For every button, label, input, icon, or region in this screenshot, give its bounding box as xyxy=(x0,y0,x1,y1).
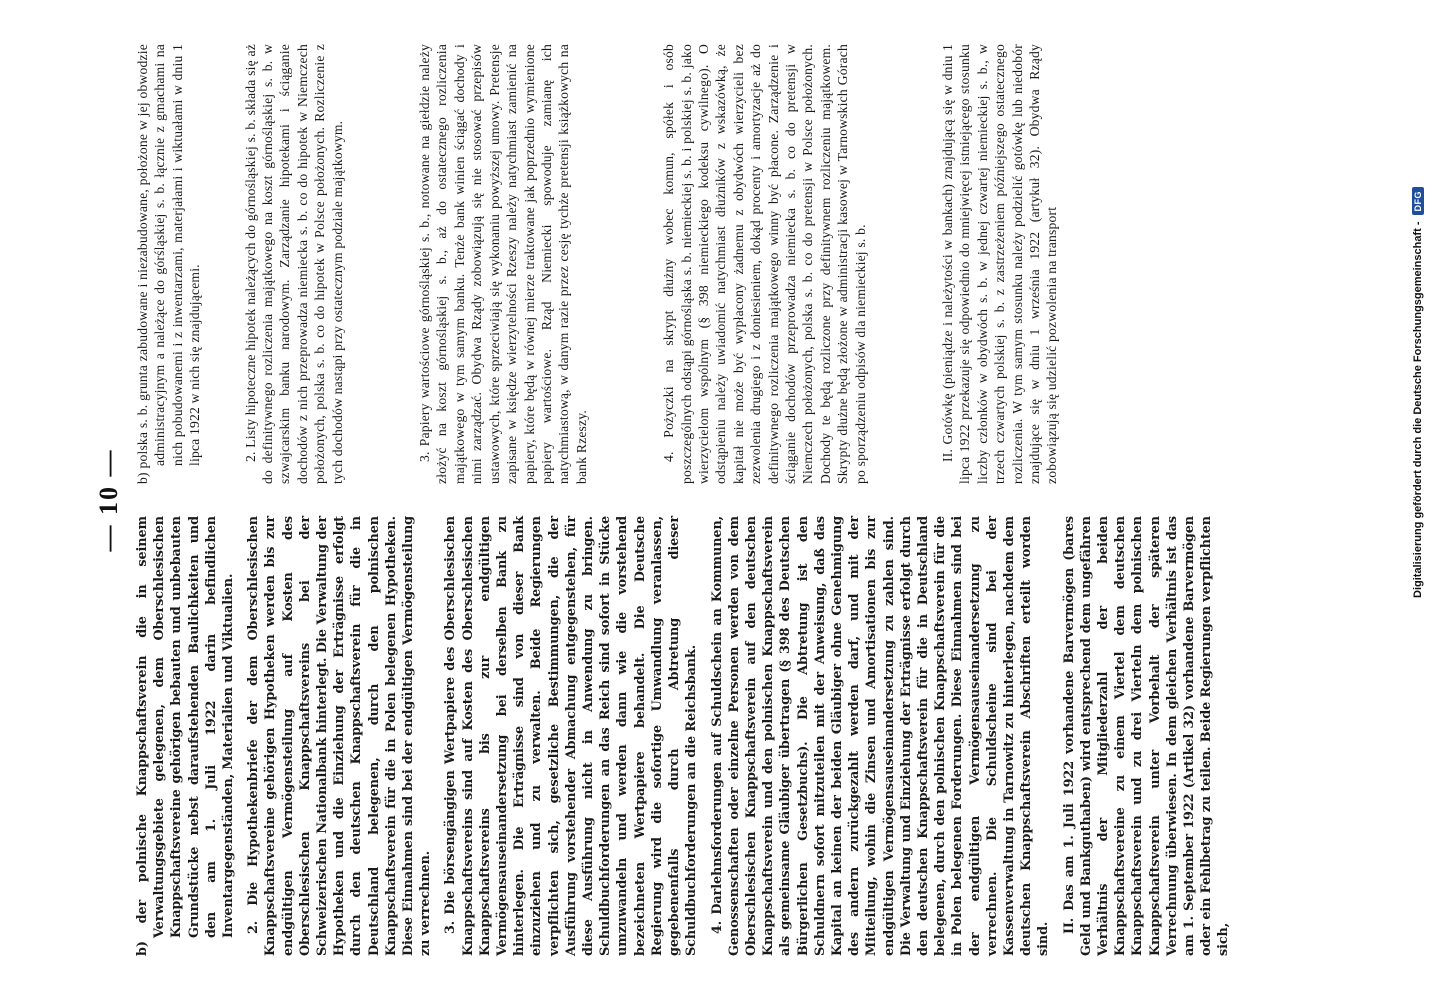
polish-paragraph-II: II. Gotówkę (pieniądze i należytości w bankach) znajdującą się w dniu 1 lipca 1922 przekazuje się odpowiednio do mniejwięcej istniejącego stosunku liczby członków w obydwóch s. b. w jednej czwartej niemieckiej s. b., w trzech czwartych polskiej s. b. z zastrzeżeniem późniejszego ostatecznego rozliczenia. W tym samym stosunku należy podzielić gotówkę lub niedobór znajdujące się w dniu 1 września 1922 (artykuł 32). Obydwa Rządy zobowiązują się udzielić pozwolenia na transport xyxy=(940,44,1060,484)
spacer xyxy=(598,44,660,484)
dfg-logo: DFG xyxy=(1412,187,1424,216)
digitization-credit xyxy=(1406,8,1430,998)
german-column xyxy=(134,516,1241,956)
polish-paragraph-b: b) polska s. b. grunta zabudowane i niezabudowane, położone w jej obwodzie administracyjnym a należące do górśląskiej s. b. łącznie z gmachami na nich pobudowanemi i z inwentarzami, materjałami i wiktuałami w dniu 1 lipca 1922 w nich się znajdującemi. xyxy=(135,44,203,484)
german-paragraph-b: b) der polnische Knappschaftsverein die in seinem Verwaltungsgebiete gelegenen, dem Oberschlesischen Knappschaftsvereine gehörigen bebauten und unbebauten Grundstücke nebst daraufstehenden Baulichkeiten und den am 1. Juli 1922 darin befindlichen Inventargegenständen, Materialien und Viktualien. xyxy=(135,516,237,956)
polish-column xyxy=(134,44,1069,484)
spacer xyxy=(877,44,939,484)
polish-paragraph-3: 3. Papiery wartościowe górnośląskiej s. b., notowane na giełdzie należy złożyć na koszt górnośląskiej s. b., aż do ostatecznego rozliczenia majątkowego w tym samym banku. Tenże bank winien ściągać dochody i nimi zarządzać. Obydwa Rządy zobowiązują się nie stosować przepisów ustawowych, które sprzeciwiają się wykonaniu powyższej umowy. Pretensje zapisane w księdze wierzytelności Rzeszy należy natychmiast zamienić na papiery, które będą w równej mierze traktowane jak poprzednio wymienione papiery wartościowe. Rząd Niemiecki spowoduje zamianę ich natychmiastową, w danym razie przez cesję tychże pretensji książkowych na bank Rzeszy. xyxy=(417,44,589,484)
digitization-credit-line xyxy=(1406,8,1430,998)
page-number: — 10 — xyxy=(94,448,123,552)
polish-paragraph-4: 4. Pożyczki na skrypt dłużny wobec komun, spółek i osób poszczególnych odstąpi górnośląska s. b. niemieckiej s. b. i polskiej s. b. jako wierzycielom wspólnym (§ 398 niemieckiego kodeksu cywilnego). O odstąpieniu należy uwiadomić natychmiast dłużników z wskazówką, że kapitał nie może być wypłacony żadnemu z obydwóch wierzycieli bez zezwolenia drugiego i z doniesieniem, dokąd procenty i amortyzacje aż do definitywnego rozliczenia majątkowego winny być płacone. Zarządzenie i ściąganie dochodów przeprowadza niemiecka s. b. co do pretensji w Niemczech położonych, polska s. b. co do pretensji w Polsce położonych. Dochody te będą rozliczone przy definitywnem rozliczeniu majątkowem. Skrypty dłużne będą złożone w administracji kasowej w Tarnowskich Górach po sporządzeniu odpisów dla niemieckiej s. b. xyxy=(661,44,868,484)
german-paragraph-3: 3. Die börsengängigen Wertpapiere des Oberschlesischen Knappschaftsvereins sind auf Kosten des Oberschlesischen Knappschaftsvereins bis zur endgültigen Vermögensauseinandersetzung bei derselben Bank zu hinterlegen. Die Erträgnisse sind von dieser Bank einzuziehen und zu verwalten. Beide Regierungen verpflichten sich, gesetzliche Bestimmungen, die der Ausführung vorstehender Abmachung entgegenstehen, für diese Ausführung nicht in Anwendung zu bringen. Schuldbuchforderungen an das Reich sind sofort in Stücke umzuwandeln und werden dann wie die vorstehend bezeichneten Wertpapiere behandelt. Die Deutsche Regierung wird die sofortige Umwandlung veranlassen, gegebenenfalls durch Abtretung dieser Schuldbuchforderungen an die Reichsbank. xyxy=(443,516,700,956)
spacer xyxy=(212,44,242,484)
german-paragraph-II: II. Das am 1. Juli 1922 vorhandene Barvermögen (bares Geld und Bankguthaben) wird entsprechend dem ungefähren Verhältnis der Mitgliederzahl der beiden Knappschaftsvereine zu einem Viertel dem deutschen Knappschaftsverein und zu drei Vierteln dem polnischen Knappschaftsverein unter Vorbehalt der späteren Verrechnung überwiesen. In dem gleichen Verhältnis ist das am 1. September 1922 (Artikel 32) vorhandene Barvermögen oder ein Fehlbetrag zu teilen. Beide Regierungen verpflichten sich, xyxy=(1061,515,1232,956)
spacer xyxy=(354,44,416,484)
german-paragraph-2: 2. Die Hypothekenbriefe der dem Oberschlesischen Knappschaftsvereine gehörigen Hypotheken werden bis zur endgültigen Vermögensteilung auf Kosten des Oberschlesischen Knappschaftsvereins bei der Schweizerischen Nationalbank hinterlegt. Die Verwaltung der Hypotheken und die Einziehung der Erträgnisse erfolgt durch den deutschen Knappschaftsverein für die in Deutschland belegenen, durch den polnischen Knappschaftsverein für die in Polen belegenen Hypotheken. Diese Einnahmen sind bei der endgültigen Vermögensteilung zu verrechnen. xyxy=(246,516,434,956)
rotated-page-content xyxy=(90,0,1410,1000)
polish-paragraph-2: 2. Listy hipoteczne hipotek należących do górnośląskiej s. b. składa się aż do definitywnego rozliczenia majątkowego na koszt górnośląskiej s. b. w szwajcarskim banku narodowym. Zarządzanie hipotekami i ściąganie dochodów z nich przeprowadza niemiecka s. b. co do hipotek w Niemczech położonych, polska s. b. co do hipotek w Polsce położonych. Rozliczenie z tych dochodów nastąpi przy ostatecznym podziale majątkowym. xyxy=(242,44,345,484)
german-paragraph-4: 4. Darlehnsforderungen auf Schuldschein an Kommunen, Genossenschaften oder einzelne Personen werden von dem Oberschlesischen Knappschaftsverein auf den deutschen Knappschaftsverein und den polnischen Knappschaftsverein als gemeinsame Gläubiger übertragen (§ 398 des Deutschen Bürgerlichen Gesetzbuchs). Die Abtretung ist den Schuldnern sofort mitzuteilen mit der Anweisung, daß das Kapital an keinen der beiden Gläubiger ohne Genehmigung des andern zurückgezahlt werden darf, und mit der Mitteilung, wohin die Zinsen und Amortisationen bis zur endgültigen Vermögensauseinandersetzung zu zahlen sind. Die Verwaltung und Einziehung der Erträgnisse erfolgt durch den deutschen Knappschaftsverein für die in Deutschland belegenen, durch den polnischen Knappschaftsverein für die in Polen belegenen Forderungen. Diese Einnahmen sind bei der endgültigen Vermögensauseinandersetzung zu verrechnen. Die Schuldscheine sind bei der Kassenverwaltung in Tarnowitz zu hinterlegen, nachdem dem deutschen Knappschaftsverein Abschriften erteilt worden sind. xyxy=(709,516,1052,956)
credit-text: Digitalisierung gefördert durch die Deutsche Forschungsgemeinschaft - xyxy=(1412,221,1424,598)
